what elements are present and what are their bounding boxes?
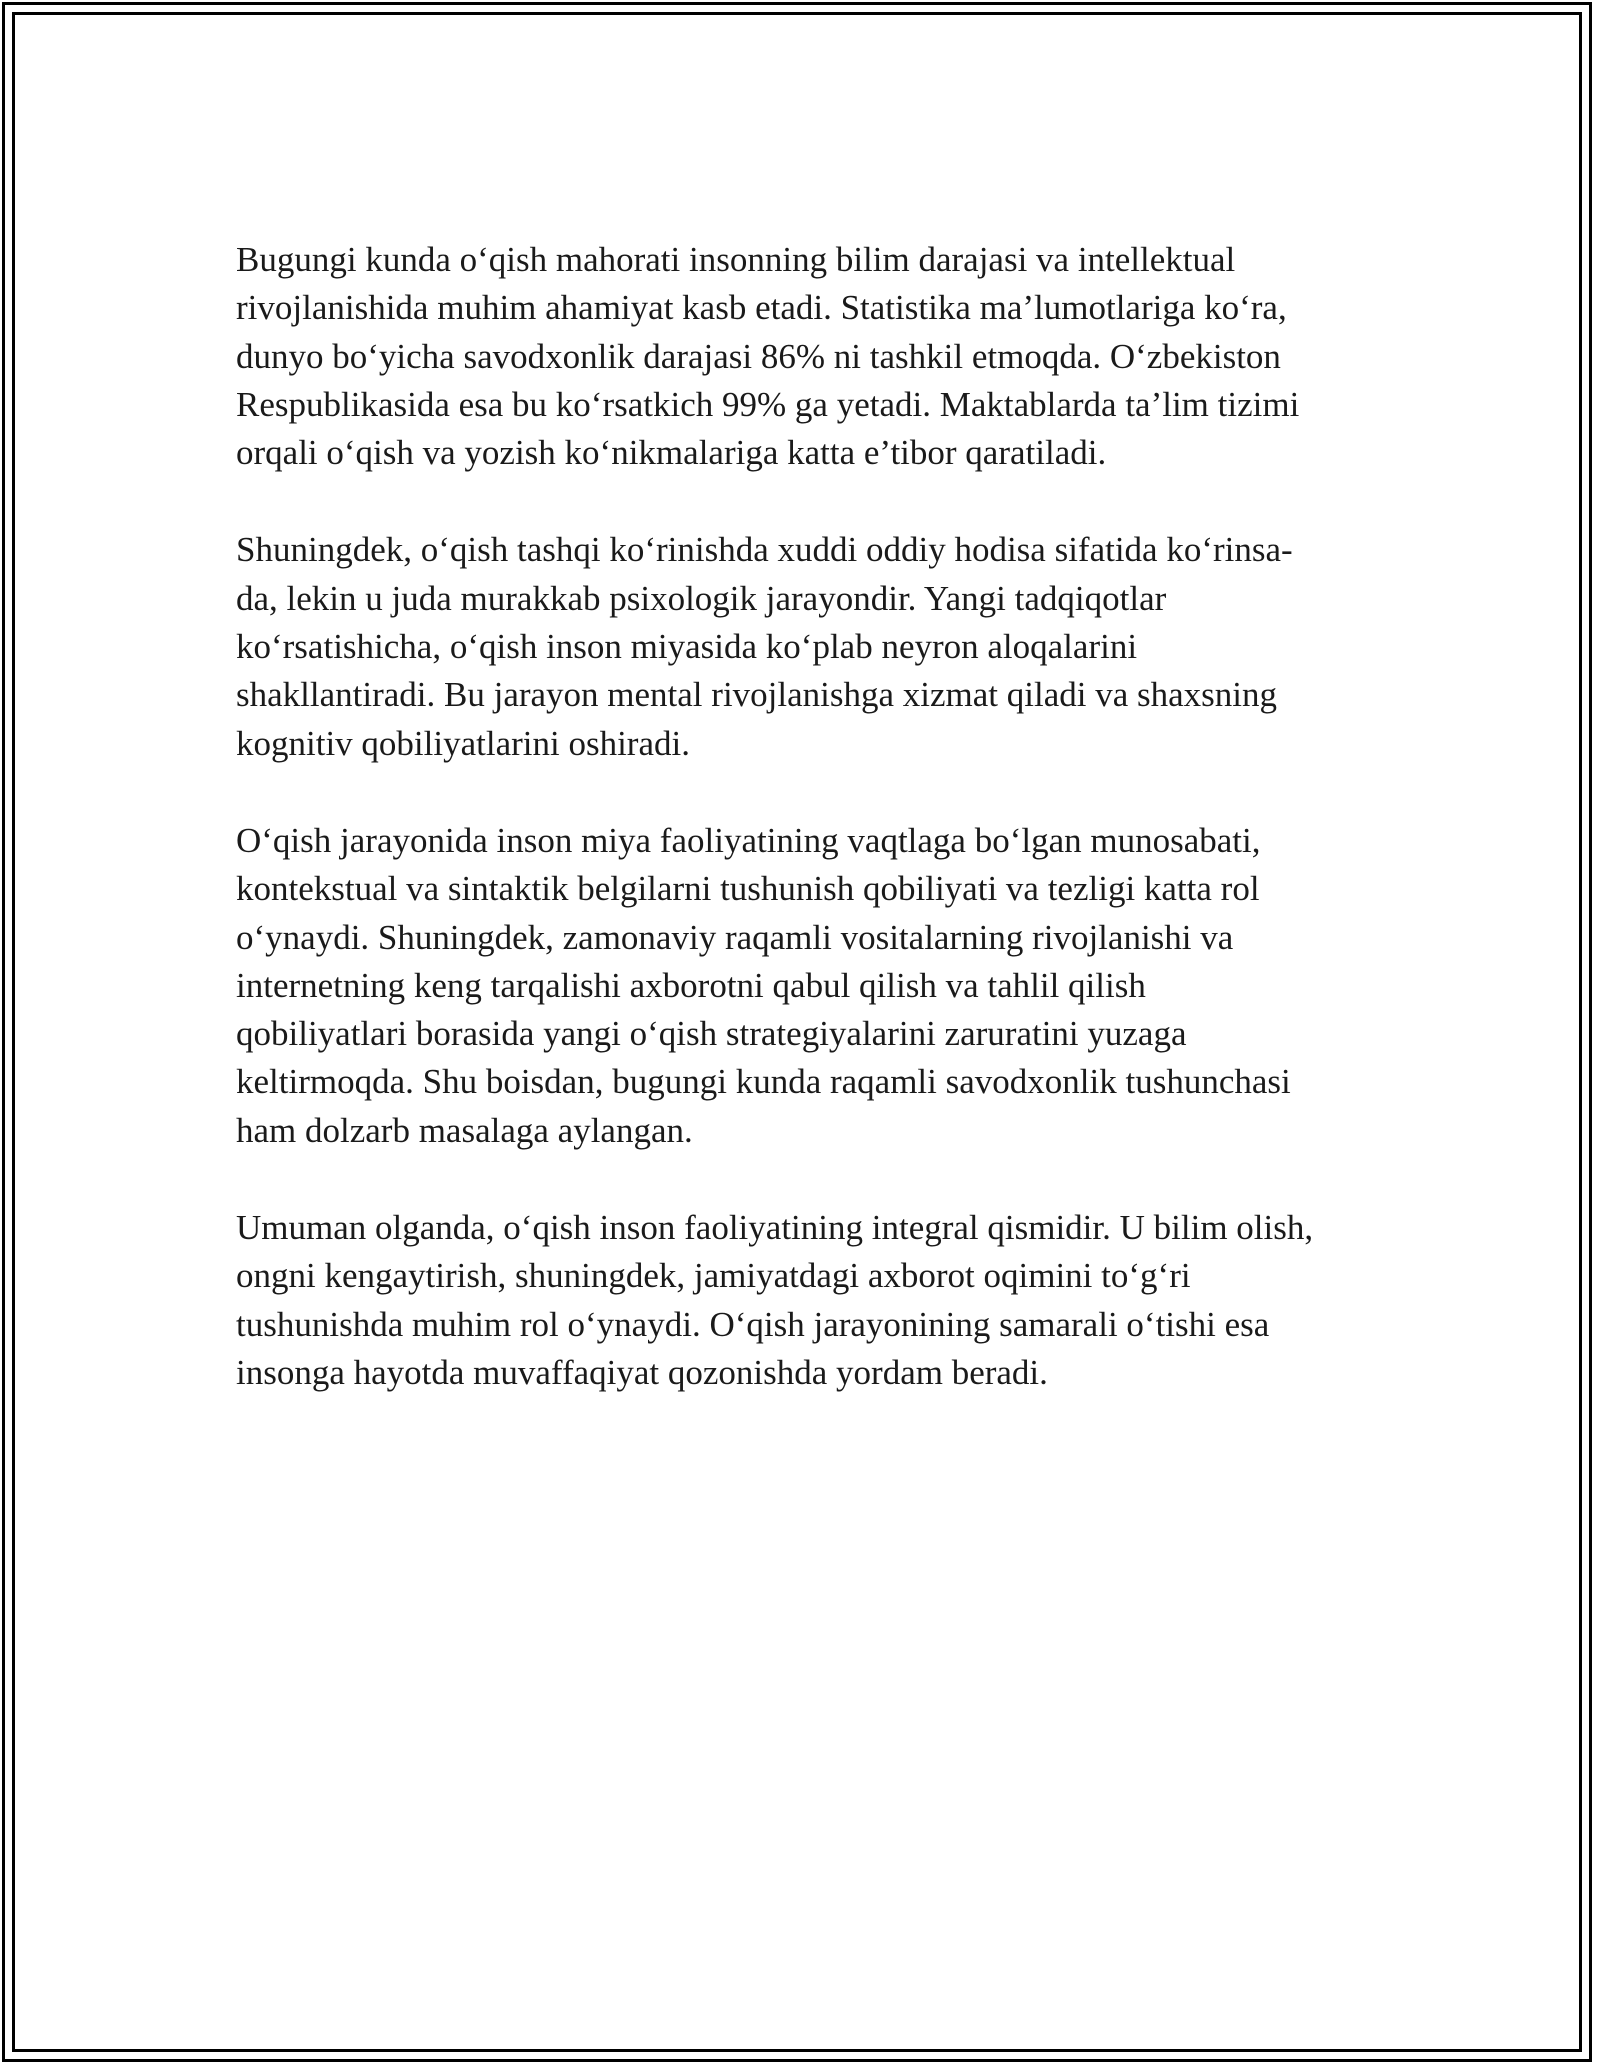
text-line: keltirmoqda. Shu boisdan, bugungi kunda raqamli savodxonlik tushunchasi (236, 1062, 1291, 1102)
text-line: insonga hayotda muvaffaqiyat qozonishda yordam beradi. (236, 1352, 1048, 1392)
text-line: Bugungi kunda o‘qish mahorati insonning bilim darajasi va intellektual (236, 240, 1236, 279)
text-line: kognitiv qobiliyatlarini oshiradi. (236, 723, 690, 763)
text-line: shakllantiradi. Bu jarayon mental rivojlanishga xizmat qiladi va shaxsning (236, 675, 1278, 715)
paragraph-1 (236, 236, 1376, 477)
text-line: ongni kengaytirish, shuningdek, jamiyatdagi axborot oqimini to‘g‘ri (236, 1256, 1191, 1296)
paragraph-4 (236, 1204, 1376, 1397)
text-line: orqali o‘qish va yozish ko‘nikmalariga katta e’tibor qaratiladi. (236, 433, 1107, 473)
text-line: kontekstual va sintaktik belgilarni tushunish qobiliyati va tezligi katta rol (236, 869, 1260, 909)
text-line: Umuman olganda, o‘qish inson faoliyatining integral qismidir. U bilim olish, (236, 1208, 1314, 1248)
text-line: Respublikasida esa bu ko‘rsatkich 99% ga yetadi. Maktablarda ta’lim tizimi (236, 384, 1300, 424)
text-line: ko‘rsatishicha, o‘qish inson miyasida ko‘plab neyron aloqalarini (236, 627, 1138, 667)
document-body (236, 236, 1376, 1446)
text-line: tushunishda muhim rol o‘ynaydi. O‘qish jarayonining samarali o‘tishi esa (236, 1304, 1270, 1344)
text-line: O‘qish jarayonida inson miya faoliyatining vaqtlaga bo‘lgan munosabati, (236, 820, 1261, 860)
text-line: internetning keng tarqalishi axborotni qabul qilish va tahlil qilish (236, 965, 1146, 1005)
text-line: ham dolzarb masalaga aylangan. (236, 1110, 693, 1150)
text-line: dunyo bo‘yicha savodxonlik darajasi 86% ni tashkil etmoqda. O‘zbekiston (236, 336, 1281, 376)
text-line: da, lekin u juda murakkab psixologik jarayondir. Yangi tadqiqotlar (236, 578, 1167, 618)
paragraph-3 (236, 817, 1376, 1155)
text-line: Shuningdek, o‘qish tashqi ko‘rinishda xuddi oddiy hodisa sifatida ko‘rinsa- (236, 530, 1293, 570)
text-line: qobiliyatlari borasida yangi o‘qish strategiyalarini zaruratini yuzaga (236, 1014, 1187, 1054)
text-line: rivojlanishida muhim ahamiyat kasb etadi. Statistika ma’lumotlariga ko‘ra, (236, 288, 1287, 328)
text-line: o‘ynaydi. Shuningdek, zamonaviy raqamli vositalarning rivojlanishi va (236, 917, 1234, 957)
paragraph-2 (236, 526, 1376, 767)
